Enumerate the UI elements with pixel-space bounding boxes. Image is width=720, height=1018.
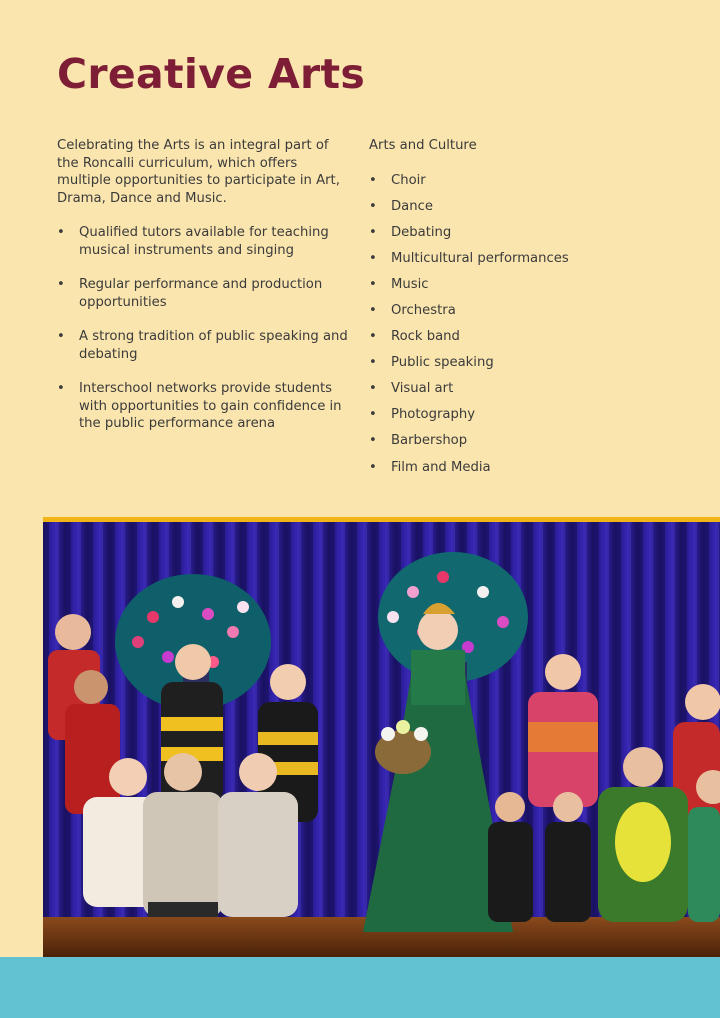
left-column [57, 137, 352, 450]
list-item: • Film and Media [369, 459, 699, 485]
arts-culture-list [369, 172, 699, 485]
list-item: • Public speaking [369, 354, 699, 380]
intro-paragraph: Celebrating the Arts is an integral part of the Roncalli curriculum, which offers multiple opportunities to participate in Art, Drama, Dance and Music. [57, 138, 340, 206]
arts-culture-heading: Arts and Culture [369, 138, 477, 153]
right-column [369, 137, 699, 485]
list-item: • Debating [369, 224, 699, 250]
list-item: • Interschool networks provide students with opportunities to gain confidence in the public performance arena [57, 380, 352, 433]
list-item: • Orchestra [369, 302, 699, 328]
list-item: • Visual art [369, 380, 699, 406]
list-item: • Multicultural performances [369, 250, 699, 276]
list-item: • Barbershop [369, 432, 699, 458]
list-item: • Qualified tutors available for teaching musical instruments and singing [57, 224, 352, 259]
list-item: • Choir [369, 172, 699, 198]
list-item: • Rock band [369, 328, 699, 354]
stage-performance-photo [43, 522, 720, 957]
list-item: • Photography [369, 406, 699, 432]
highlights-list [57, 224, 352, 433]
page-title: Creative Arts [57, 50, 366, 98]
list-item: • Dance [369, 198, 699, 224]
list-item: • Regular performance and production opportunities [57, 276, 352, 311]
footer-band [0, 957, 720, 1018]
list-item: • Music [369, 276, 699, 302]
list-item: • A strong tradition of public speaking and debating [57, 328, 352, 363]
